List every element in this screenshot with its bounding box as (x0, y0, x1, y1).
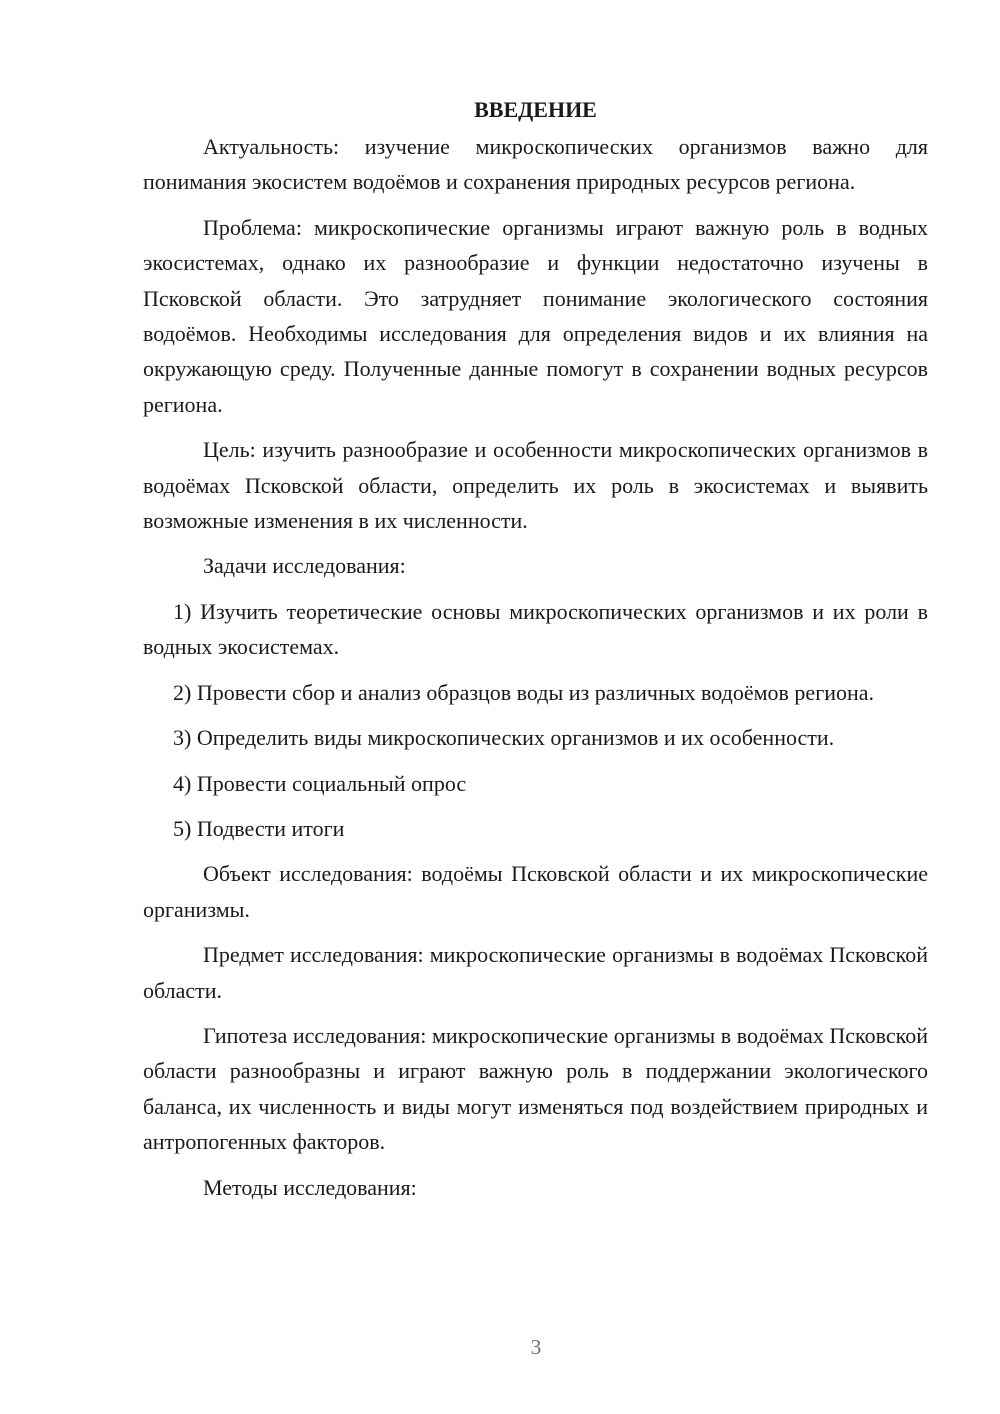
task-item-3: 3) Определить виды микроскопических организмов и их особенности. (173, 725, 835, 751)
relevance-paragraph: Актуальность: изучение микроскопических организмов важно для понимания экосистем водоёмов и сохранения природных ресурсов региона. (143, 134, 928, 195)
page-number: 3 (530, 1335, 542, 1359)
object-paragraph: Объект исследования: водоёмы Псковской области и их микроскопические организмы. (143, 861, 928, 922)
task-item-2: 2) Провести сбор и анализ образцов воды из различных водоёмов региона. (173, 679, 875, 705)
hypothesis-paragraph: Гипотеза исследования: микроскопические организмы в водоёмах Псковской области разнообразны и играют важную роль в поддержании экологического баланса, их численность и виды могут изменяться под воздействием природных и антропогенных факторов. (143, 1022, 928, 1155)
page-content (143, 92, 928, 1215)
task-item-4: 4) Провести социальный опрос (173, 770, 467, 796)
task-item-5: 5) Подвести итоги (173, 815, 345, 841)
task-item-1: 1) Изучить теоретические основы микроскопических организмов и их роли в водных экосистемах. (143, 598, 928, 660)
section-title: ВВЕДЕНИЕ (474, 97, 597, 122)
goal-paragraph: Цель: изучить разнообразие и особенности микроскопических организмов в водоёмах Псковской области, определить их роль в экосистемах и выявить возможные изменения в их численности. (143, 437, 928, 534)
subject-paragraph: Предмет исследования: микроскопические организмы в водоёмах Псковской области. (143, 942, 928, 1003)
problem-paragraph: Проблема: микроскопические организмы играют важную роль в водных экосистемах, однако их разнообразие и функции недостаточно изучены в Псковской области. Это затрудняет понимание экологического состояния водоёмов. Необходимы исследования для определения видов и их влияния на окружающую среду. Полученные данные помогут в сохранении водных ресурсов региона. (143, 214, 928, 417)
tasks-heading: Задачи исследования: (203, 553, 406, 579)
methods-heading: Методы исследования: (203, 1174, 417, 1200)
